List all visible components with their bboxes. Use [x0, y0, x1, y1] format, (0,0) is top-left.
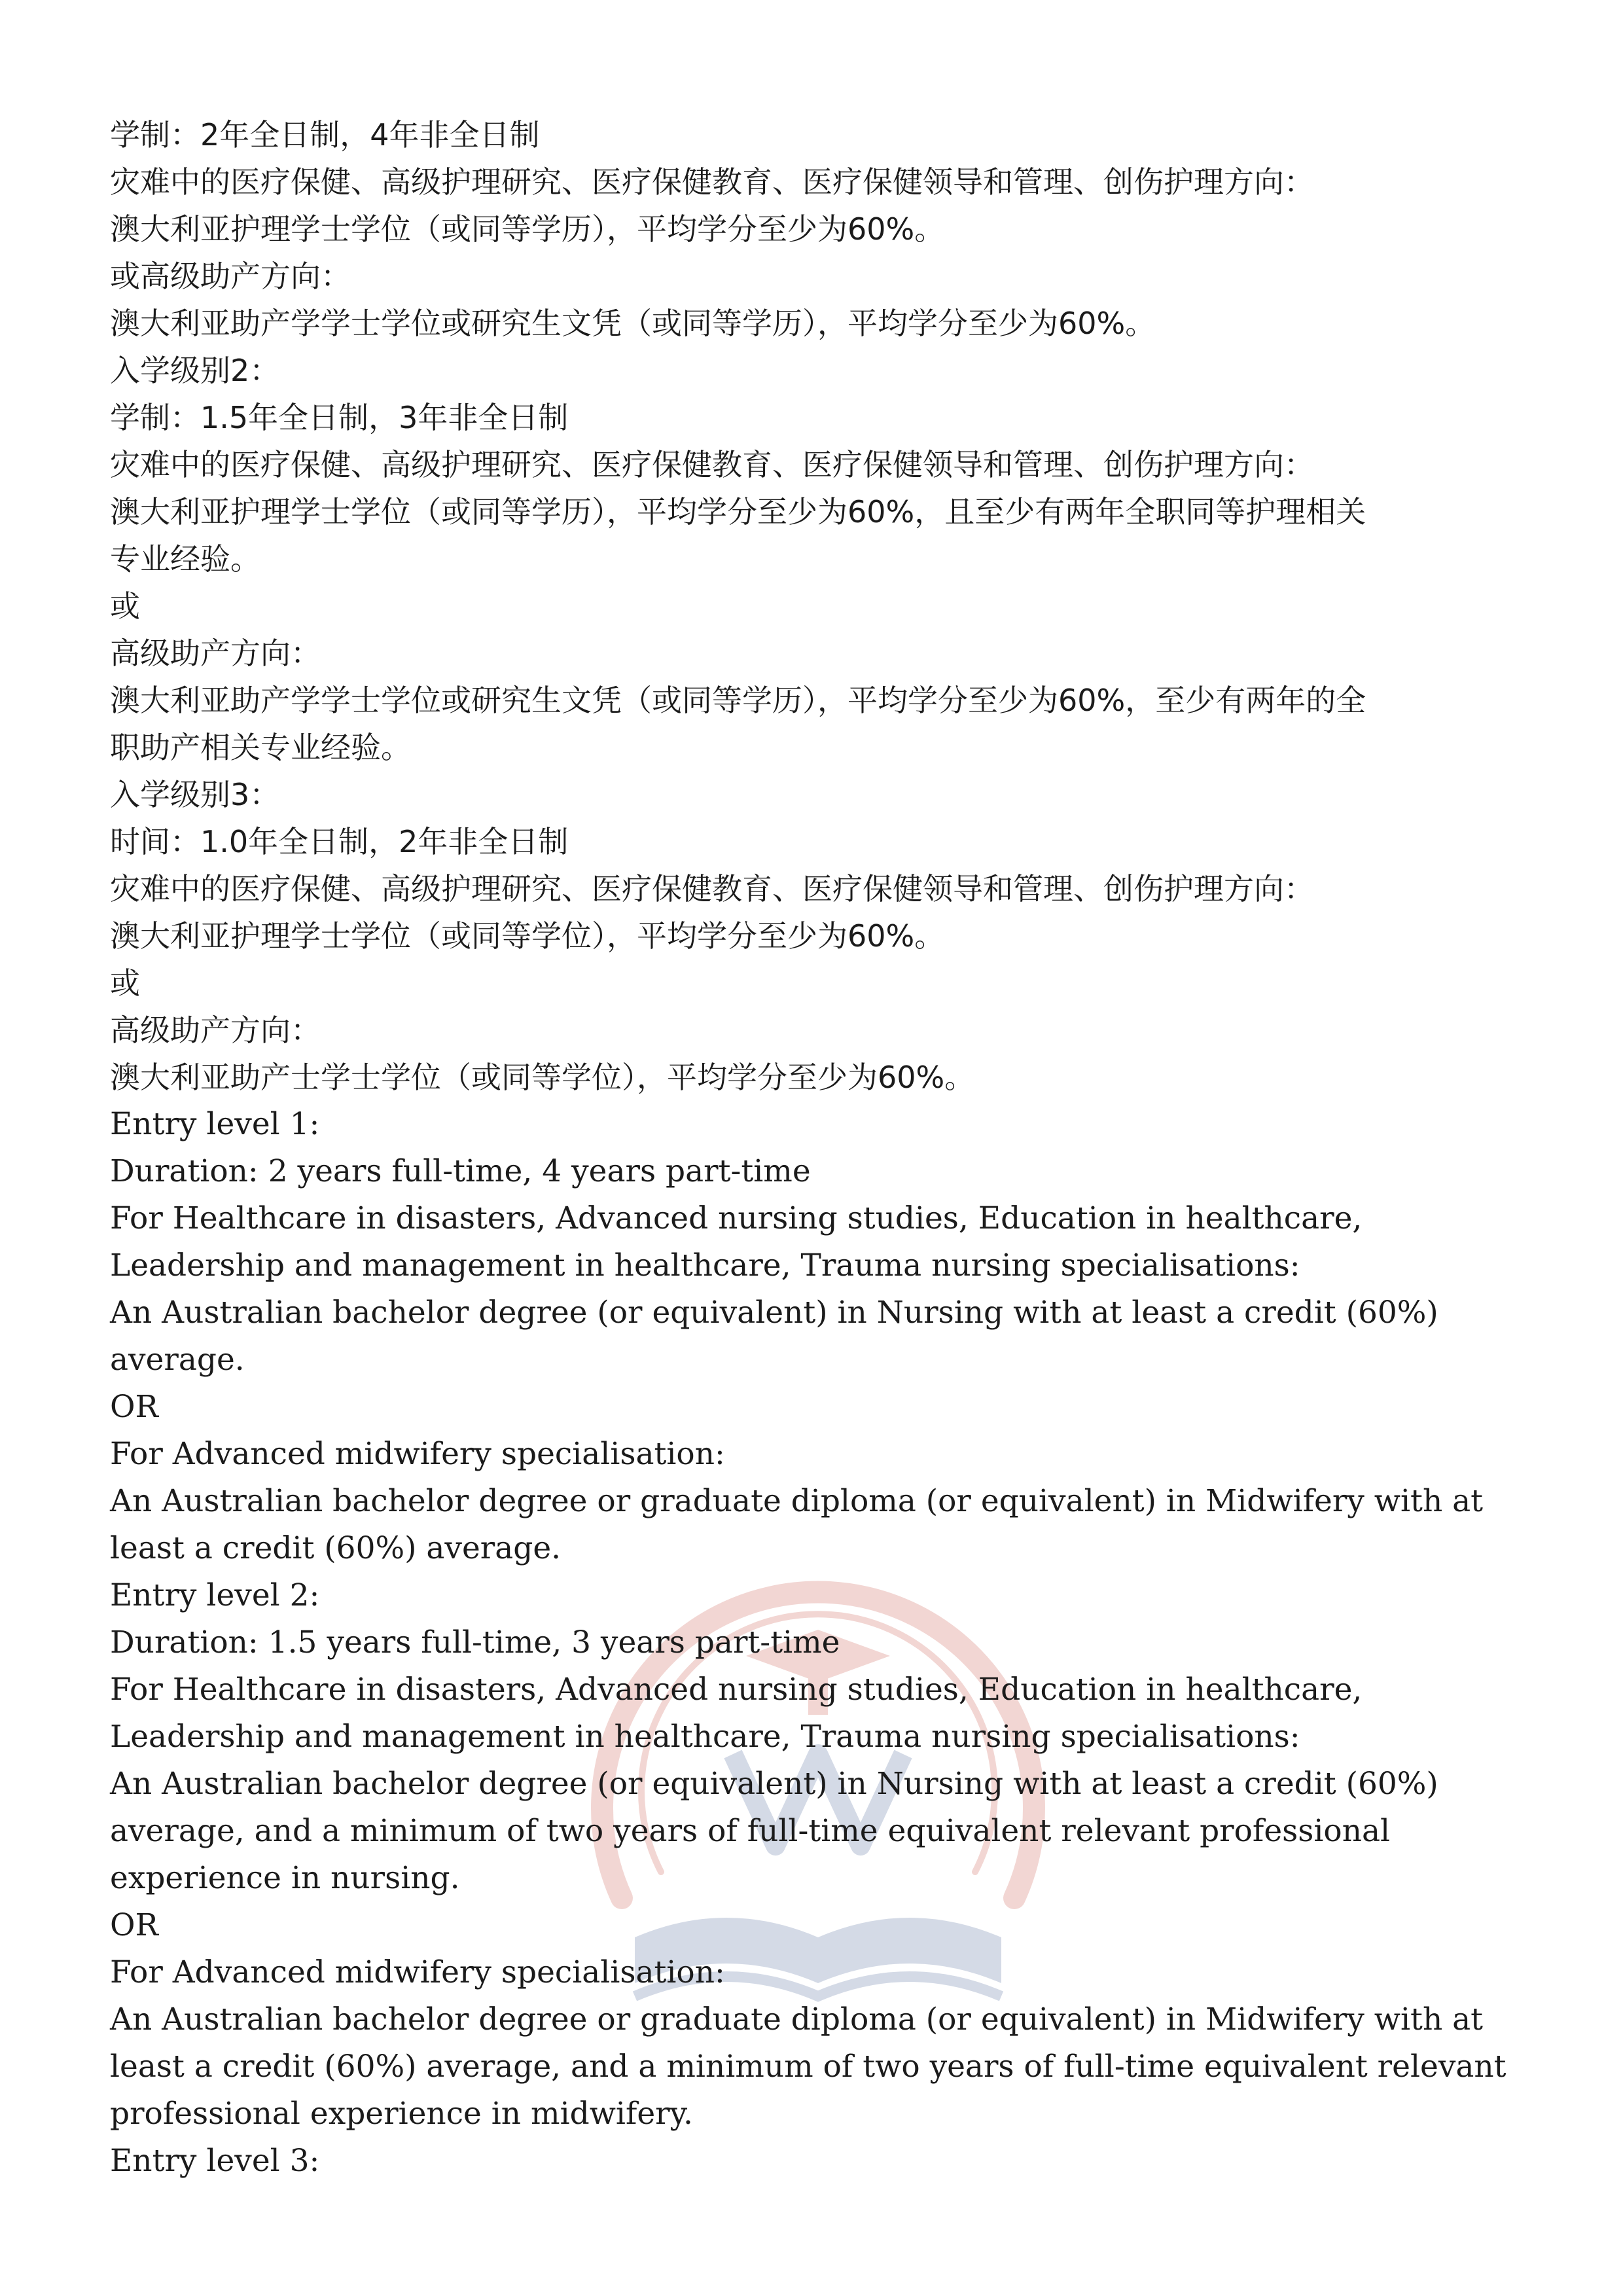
text-line: average.: [110, 1342, 245, 1378]
text-line: least a credit (60%) average.: [110, 1530, 562, 1566]
text-line: Leadership and management in healthcare, Trauma nursing specialisations:: [110, 1719, 1300, 1755]
text-line: For Healthcare in disasters, Advanced nursing studies, Education in healthcare,: [110, 1200, 1363, 1236]
text-line: 入学级别2：: [110, 353, 280, 388]
text-line: For Advanced midwifery specialisation:: [110, 1436, 725, 1472]
text-line: An Australian bachelor degree (or equivalent) in Nursing with at least a credit (60%): [110, 1766, 1438, 1802]
text-line: Entry level 2:: [110, 1577, 320, 1613]
text-line: Entry level 1:: [110, 1106, 320, 1142]
text-line: OR: [110, 1907, 158, 1943]
text-line: 澳大利亚护理学士学位（或同等学历），平均学分至少为60%。: [110, 211, 945, 247]
text-line: average, and a minimum of two years of full-time equivalent relevant professional: [110, 1813, 1391, 1849]
text-line: 灾难中的医疗保健、高级护理研究、医疗保健教育、医疗保健领导和管理、创伤护理方向：: [110, 164, 1314, 200]
text-line: 或: [110, 588, 140, 624]
text-line: 专业经验。: [110, 541, 260, 577]
text-line: 职助产相关专业经验。: [110, 730, 411, 765]
text-line: 学制：2年全日制，4年非全日制: [110, 117, 540, 152]
text-line: For Healthcare in disasters, Advanced nursing studies, Education in healthcare,: [110, 1672, 1363, 1708]
text-line: An Australian bachelor degree or graduate diploma (or equivalent) in Midwifery with at: [110, 1483, 1484, 1519]
text-line: Duration: 2 years full-time, 4 years part-time: [110, 1153, 811, 1189]
text-line: 学制：1.5年全日制，3年非全日制: [110, 400, 569, 435]
text-line: 高级助产方向：: [110, 636, 321, 671]
text-line: 澳大利亚护理学士学位（或同等学历），平均学分至少为60%，且至少有两年全职同等护理相关: [110, 494, 1366, 529]
text-line: 澳大利亚护理学士学位（或同等学位），平均学分至少为60%。: [110, 918, 945, 954]
text-line: 或高级助产方向：: [110, 259, 351, 294]
text-line: 澳大利亚助产学学士学位或研究生文凭（或同等学历），平均学分至少为60%，至少有两年的全: [110, 683, 1366, 718]
text-line: 澳大利亚助产学学士学位或研究生文凭（或同等学历），平均学分至少为60%。: [110, 306, 1156, 341]
text-line: experience in nursing.: [110, 1860, 460, 1896]
text-line: least a credit (60%) average, and a minimum of two years of full-time equivalent relevant: [110, 2049, 1507, 2085]
text-line: Entry level 3:: [110, 2143, 320, 2179]
document-body: [110, 111, 1537, 2185]
text-line: 灾难中的医疗保健、高级护理研究、医疗保健教育、医疗保健领导和管理、创伤护理方向：: [110, 447, 1314, 482]
text-line: An Australian bachelor degree (or equivalent) in Nursing with at least a credit (60%): [110, 1295, 1438, 1331]
text-line: 高级助产方向：: [110, 1013, 321, 1048]
text-line: An Australian bachelor degree or graduate diploma (or equivalent) in Midwifery with at: [110, 2001, 1484, 2037]
text-line: 或: [110, 965, 140, 1001]
text-line: Leadership and management in healthcare, Trauma nursing specialisations:: [110, 1247, 1300, 1283]
text-line: 入学级别3：: [110, 777, 280, 812]
text-line: 时间：1.0年全日制，2年非全日制: [110, 824, 569, 859]
text-line: 澳大利亚助产士学士学位（或同等学位），平均学分至少为60%。: [110, 1060, 975, 1095]
text-line: For Advanced midwifery specialisation:: [110, 1954, 725, 1990]
text-line: professional experience in midwifery.: [110, 2096, 693, 2132]
text-line: 灾难中的医疗保健、高级护理研究、医疗保健教育、医疗保健领导和管理、创伤护理方向：: [110, 871, 1314, 906]
text-line: Duration: 1.5 years full-time, 3 years part-time: [110, 1624, 840, 1660]
text-line: OR: [110, 1389, 158, 1425]
